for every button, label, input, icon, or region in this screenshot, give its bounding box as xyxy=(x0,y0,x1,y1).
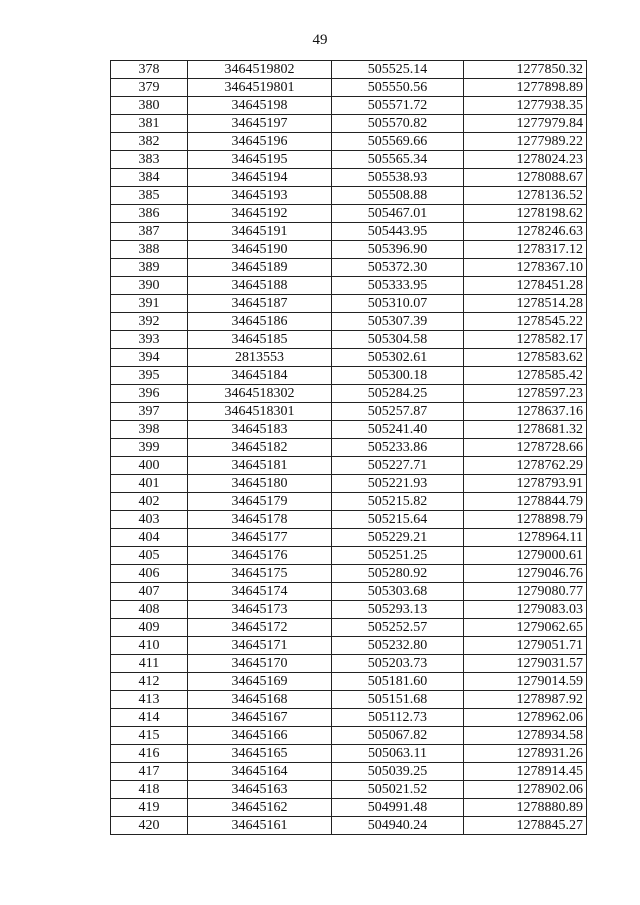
y-coordinate-cell: 1278902.06 xyxy=(464,781,587,799)
x-coordinate-cell: 505233.86 xyxy=(332,439,464,457)
x-coordinate-cell: 505257.87 xyxy=(332,403,464,421)
table-row xyxy=(111,259,587,277)
x-coordinate-cell: 505293.13 xyxy=(332,601,464,619)
y-coordinate-cell: 1279031.57 xyxy=(464,655,587,673)
y-coordinate-cell: 1278844.79 xyxy=(464,493,587,511)
x-coordinate-cell: 505280.92 xyxy=(332,565,464,583)
y-coordinate-cell: 1278024.23 xyxy=(464,151,587,169)
table-row xyxy=(111,205,587,223)
table-row xyxy=(111,241,587,259)
y-coordinate-cell: 1278987.92 xyxy=(464,691,587,709)
x-coordinate-cell: 505443.95 xyxy=(332,223,464,241)
table-row xyxy=(111,619,587,637)
y-coordinate-cell: 1279046.76 xyxy=(464,565,587,583)
point-id-cell: 34645177 xyxy=(188,529,332,547)
x-coordinate-cell: 505570.82 xyxy=(332,115,464,133)
x-coordinate-cell: 505310.07 xyxy=(332,295,464,313)
y-coordinate-cell: 1277898.89 xyxy=(464,79,587,97)
point-id-cell: 34645187 xyxy=(188,295,332,313)
point-id-cell: 34645188 xyxy=(188,277,332,295)
point-id-cell: 34645168 xyxy=(188,691,332,709)
point-id-cell: 34645179 xyxy=(188,493,332,511)
table-row xyxy=(111,709,587,727)
point-number-cell: 412 xyxy=(111,673,188,691)
point-number-cell: 414 xyxy=(111,709,188,727)
point-id-cell: 34645178 xyxy=(188,511,332,529)
y-coordinate-cell: 1278367.10 xyxy=(464,259,587,277)
point-number-cell: 385 xyxy=(111,187,188,205)
x-coordinate-cell: 505021.52 xyxy=(332,781,464,799)
x-coordinate-cell: 505307.39 xyxy=(332,313,464,331)
table-row xyxy=(111,421,587,439)
x-coordinate-cell: 505302.61 xyxy=(332,349,464,367)
y-coordinate-cell: 1278136.52 xyxy=(464,187,587,205)
point-number-cell: 408 xyxy=(111,601,188,619)
y-coordinate-cell: 1278545.22 xyxy=(464,313,587,331)
point-id-cell: 34645183 xyxy=(188,421,332,439)
y-coordinate-cell: 1278845.27 xyxy=(464,817,587,835)
y-coordinate-cell: 1278964.11 xyxy=(464,529,587,547)
point-number-cell: 409 xyxy=(111,619,188,637)
y-coordinate-cell: 1279014.59 xyxy=(464,673,587,691)
x-coordinate-cell: 505372.30 xyxy=(332,259,464,277)
y-coordinate-cell: 1278514.28 xyxy=(464,295,587,313)
point-number-cell: 393 xyxy=(111,331,188,349)
table-row xyxy=(111,529,587,547)
point-id-cell: 3464519801 xyxy=(188,79,332,97)
x-coordinate-cell: 505333.95 xyxy=(332,277,464,295)
point-number-cell: 390 xyxy=(111,277,188,295)
point-id-cell: 34645163 xyxy=(188,781,332,799)
point-number-cell: 378 xyxy=(111,61,188,79)
point-id-cell: 34645174 xyxy=(188,583,332,601)
point-id-cell: 34645171 xyxy=(188,637,332,655)
table-row xyxy=(111,493,587,511)
point-number-cell: 392 xyxy=(111,313,188,331)
x-coordinate-cell: 505251.25 xyxy=(332,547,464,565)
point-id-cell: 34645166 xyxy=(188,727,332,745)
point-id-cell: 34645161 xyxy=(188,817,332,835)
point-number-cell: 381 xyxy=(111,115,188,133)
x-coordinate-cell: 505538.93 xyxy=(332,169,464,187)
y-coordinate-cell: 1278793.91 xyxy=(464,475,587,493)
point-id-cell: 34645172 xyxy=(188,619,332,637)
point-id-cell: 34645170 xyxy=(188,655,332,673)
y-coordinate-cell: 1278914.45 xyxy=(464,763,587,781)
point-id-cell: 34645169 xyxy=(188,673,332,691)
x-coordinate-cell: 505284.25 xyxy=(332,385,464,403)
point-number-cell: 386 xyxy=(111,205,188,223)
x-coordinate-cell: 505215.64 xyxy=(332,511,464,529)
point-number-cell: 401 xyxy=(111,475,188,493)
point-number-cell: 402 xyxy=(111,493,188,511)
table-row xyxy=(111,745,587,763)
x-coordinate-cell: 504991.48 xyxy=(332,799,464,817)
point-id-cell: 34645182 xyxy=(188,439,332,457)
point-id-cell: 34645180 xyxy=(188,475,332,493)
point-number-cell: 394 xyxy=(111,349,188,367)
x-coordinate-cell: 505203.73 xyxy=(332,655,464,673)
y-coordinate-cell: 1278898.79 xyxy=(464,511,587,529)
table-row xyxy=(111,187,587,205)
table-row xyxy=(111,367,587,385)
point-number-cell: 399 xyxy=(111,439,188,457)
table-row xyxy=(111,655,587,673)
point-id-cell: 34645190 xyxy=(188,241,332,259)
table-row xyxy=(111,781,587,799)
y-coordinate-cell: 1278198.62 xyxy=(464,205,587,223)
point-id-cell: 34645167 xyxy=(188,709,332,727)
table-row xyxy=(111,349,587,367)
y-coordinate-cell: 1278728.66 xyxy=(464,439,587,457)
point-number-cell: 411 xyxy=(111,655,188,673)
table-row xyxy=(111,691,587,709)
table-row xyxy=(111,385,587,403)
point-id-cell: 3464518301 xyxy=(188,403,332,421)
point-id-cell: 34645173 xyxy=(188,601,332,619)
table-row xyxy=(111,673,587,691)
point-number-cell: 395 xyxy=(111,367,188,385)
point-number-cell: 400 xyxy=(111,457,188,475)
point-id-cell: 34645185 xyxy=(188,331,332,349)
point-id-cell: 34645189 xyxy=(188,259,332,277)
point-number-cell: 403 xyxy=(111,511,188,529)
point-id-cell: 34645181 xyxy=(188,457,332,475)
point-id-cell: 34645196 xyxy=(188,133,332,151)
table-row xyxy=(111,151,587,169)
point-number-cell: 391 xyxy=(111,295,188,313)
table-row xyxy=(111,637,587,655)
x-coordinate-cell: 505252.57 xyxy=(332,619,464,637)
point-number-cell: 419 xyxy=(111,799,188,817)
table-row xyxy=(111,61,587,79)
point-number-cell: 410 xyxy=(111,637,188,655)
table-row xyxy=(111,475,587,493)
point-id-cell: 34645184 xyxy=(188,367,332,385)
y-coordinate-cell: 1278317.12 xyxy=(464,241,587,259)
point-number-cell: 384 xyxy=(111,169,188,187)
y-coordinate-cell: 1278931.26 xyxy=(464,745,587,763)
point-id-cell: 34645175 xyxy=(188,565,332,583)
y-coordinate-cell: 1278451.28 xyxy=(464,277,587,295)
y-coordinate-cell: 1277938.35 xyxy=(464,97,587,115)
table-row xyxy=(111,169,587,187)
y-coordinate-cell: 1278088.67 xyxy=(464,169,587,187)
point-id-cell: 3464518302 xyxy=(188,385,332,403)
x-coordinate-cell: 505304.58 xyxy=(332,331,464,349)
coordinates-table xyxy=(110,60,587,835)
table-row xyxy=(111,511,587,529)
x-coordinate-cell: 505571.72 xyxy=(332,97,464,115)
x-coordinate-cell: 505151.68 xyxy=(332,691,464,709)
x-coordinate-cell: 505067.82 xyxy=(332,727,464,745)
x-coordinate-cell: 505508.88 xyxy=(332,187,464,205)
x-coordinate-cell: 505303.68 xyxy=(332,583,464,601)
point-number-cell: 387 xyxy=(111,223,188,241)
x-coordinate-cell: 504940.24 xyxy=(332,817,464,835)
point-id-cell: 34645186 xyxy=(188,313,332,331)
table-row xyxy=(111,817,587,835)
x-coordinate-cell: 505181.60 xyxy=(332,673,464,691)
point-number-cell: 397 xyxy=(111,403,188,421)
y-coordinate-cell: 1278762.29 xyxy=(464,457,587,475)
table-row xyxy=(111,727,587,745)
y-coordinate-cell: 1278681.32 xyxy=(464,421,587,439)
table-row xyxy=(111,583,587,601)
table-row xyxy=(111,565,587,583)
y-coordinate-cell: 1279000.61 xyxy=(464,547,587,565)
table-row xyxy=(111,133,587,151)
table-row xyxy=(111,403,587,421)
y-coordinate-cell: 1279051.71 xyxy=(464,637,587,655)
table-row xyxy=(111,331,587,349)
point-number-cell: 417 xyxy=(111,763,188,781)
table-row xyxy=(111,547,587,565)
y-coordinate-cell: 1278962.06 xyxy=(464,709,587,727)
y-coordinate-cell: 1278934.58 xyxy=(464,727,587,745)
x-coordinate-cell: 505569.66 xyxy=(332,133,464,151)
point-number-cell: 388 xyxy=(111,241,188,259)
point-id-cell: 3464519802 xyxy=(188,61,332,79)
point-number-cell: 396 xyxy=(111,385,188,403)
table-row xyxy=(111,313,587,331)
point-number-cell: 382 xyxy=(111,133,188,151)
table-row xyxy=(111,79,587,97)
table-row xyxy=(111,223,587,241)
point-id-cell: 34645191 xyxy=(188,223,332,241)
point-number-cell: 389 xyxy=(111,259,188,277)
point-number-cell: 406 xyxy=(111,565,188,583)
point-id-cell: 34645165 xyxy=(188,745,332,763)
x-coordinate-cell: 505550.56 xyxy=(332,79,464,97)
x-coordinate-cell: 505039.25 xyxy=(332,763,464,781)
point-id-cell: 34645195 xyxy=(188,151,332,169)
x-coordinate-cell: 505565.34 xyxy=(332,151,464,169)
table-row xyxy=(111,799,587,817)
point-number-cell: 415 xyxy=(111,727,188,745)
point-number-cell: 398 xyxy=(111,421,188,439)
point-id-cell: 34645162 xyxy=(188,799,332,817)
y-coordinate-cell: 1279080.77 xyxy=(464,583,587,601)
point-id-cell: 34645194 xyxy=(188,169,332,187)
point-id-cell: 34645198 xyxy=(188,97,332,115)
y-coordinate-cell: 1277989.22 xyxy=(464,133,587,151)
x-coordinate-cell: 505232.80 xyxy=(332,637,464,655)
x-coordinate-cell: 505221.93 xyxy=(332,475,464,493)
point-number-cell: 418 xyxy=(111,781,188,799)
table-row xyxy=(111,601,587,619)
y-coordinate-cell: 1277979.84 xyxy=(464,115,587,133)
table-row xyxy=(111,439,587,457)
point-number-cell: 383 xyxy=(111,151,188,169)
point-id-cell: 34645164 xyxy=(188,763,332,781)
coordinates-table-body xyxy=(111,61,587,835)
table-row xyxy=(111,295,587,313)
table-row xyxy=(111,97,587,115)
y-coordinate-cell: 1278637.16 xyxy=(464,403,587,421)
x-coordinate-cell: 505525.14 xyxy=(332,61,464,79)
point-number-cell: 380 xyxy=(111,97,188,115)
table-row xyxy=(111,115,587,133)
point-number-cell: 420 xyxy=(111,817,188,835)
x-coordinate-cell: 505112.73 xyxy=(332,709,464,727)
x-coordinate-cell: 505396.90 xyxy=(332,241,464,259)
x-coordinate-cell: 505063.11 xyxy=(332,745,464,763)
x-coordinate-cell: 505300.18 xyxy=(332,367,464,385)
y-coordinate-cell: 1278585.42 xyxy=(464,367,587,385)
y-coordinate-cell: 1278246.63 xyxy=(464,223,587,241)
table-row xyxy=(111,763,587,781)
x-coordinate-cell: 505227.71 xyxy=(332,457,464,475)
x-coordinate-cell: 505241.40 xyxy=(332,421,464,439)
table-row xyxy=(111,457,587,475)
point-id-cell: 34645193 xyxy=(188,187,332,205)
x-coordinate-cell: 505229.21 xyxy=(332,529,464,547)
x-coordinate-cell: 505215.82 xyxy=(332,493,464,511)
table-row xyxy=(111,277,587,295)
x-coordinate-cell: 505467.01 xyxy=(332,205,464,223)
point-number-cell: 413 xyxy=(111,691,188,709)
y-coordinate-cell: 1278597.23 xyxy=(464,385,587,403)
point-id-cell: 34645197 xyxy=(188,115,332,133)
point-number-cell: 404 xyxy=(111,529,188,547)
point-number-cell: 379 xyxy=(111,79,188,97)
y-coordinate-cell: 1278582.17 xyxy=(464,331,587,349)
point-number-cell: 416 xyxy=(111,745,188,763)
y-coordinate-cell: 1279083.03 xyxy=(464,601,587,619)
point-id-cell: 2813553 xyxy=(188,349,332,367)
y-coordinate-cell: 1278880.89 xyxy=(464,799,587,817)
y-coordinate-cell: 1278583.62 xyxy=(464,349,587,367)
point-id-cell: 34645176 xyxy=(188,547,332,565)
point-number-cell: 405 xyxy=(111,547,188,565)
page-number: 49 xyxy=(312,32,328,48)
point-number-cell: 407 xyxy=(111,583,188,601)
y-coordinate-cell: 1279062.65 xyxy=(464,619,587,637)
y-coordinate-cell: 1277850.32 xyxy=(464,61,587,79)
point-id-cell: 34645192 xyxy=(188,205,332,223)
